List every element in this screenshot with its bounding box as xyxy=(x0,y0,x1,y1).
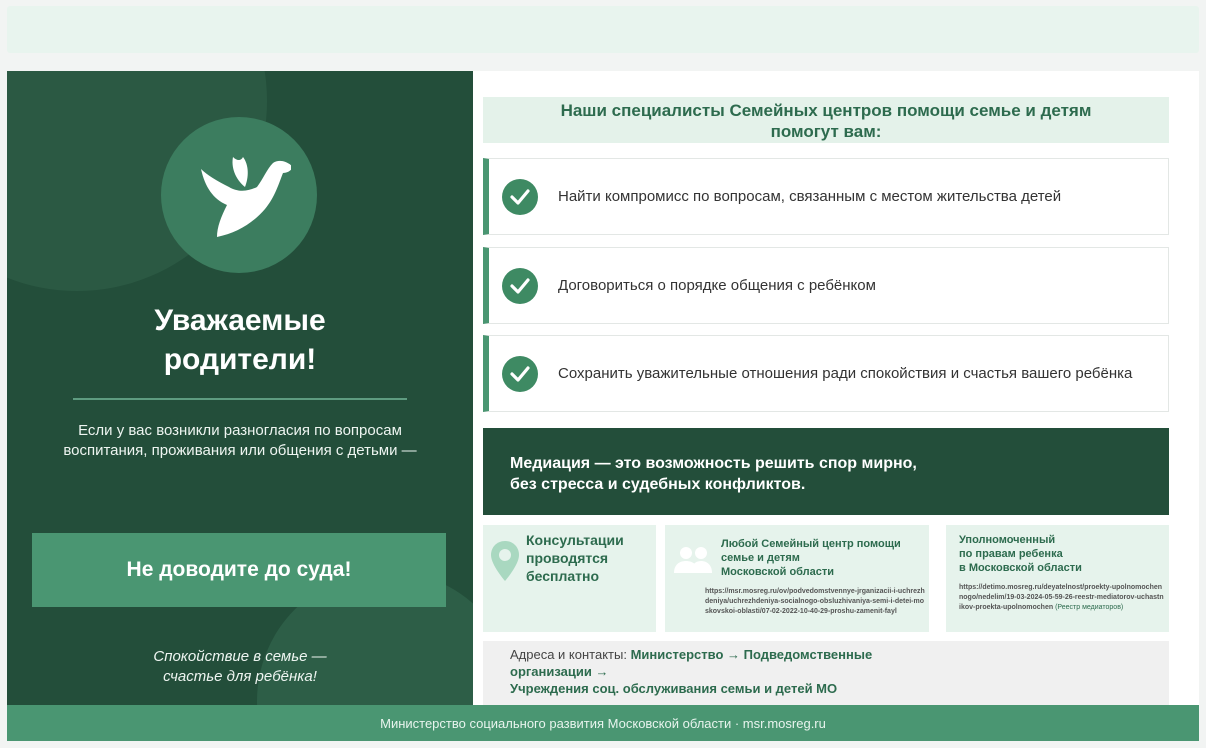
benefit-item xyxy=(483,335,1169,412)
family-center-link[interactable]: https://msr.mosreg.ru/ov/podvedomstvennye-jrganizacii-i-uchrezhdeniya/uchrezhdeniya-socialnogo-obsluzhivaniya-semi-i-detei-moskovskoi-oblasti/07-02-2022-10-40-29-proshu-zamenit-fayl xyxy=(705,588,925,615)
family-center-box xyxy=(665,525,929,632)
slogan: Спокойствие в семье — счастье для ребёнка! xyxy=(153,648,327,685)
address-block xyxy=(483,641,1169,705)
dove-icon xyxy=(187,143,291,247)
address-link-institutions[interactable]: Учреждения соц. обслуживания семьи и детей МО xyxy=(510,681,838,696)
address-link-organizations[interactable]: организации → xyxy=(510,664,609,679)
lead-text: Если у вас возникли разногласия по вопросам воспитания, проживания или общения с детьми — xyxy=(63,422,417,459)
footer: Министерство социального развития Московской области · msr.mosreg.ru xyxy=(7,705,1199,741)
top-bar xyxy=(7,6,1199,53)
family-center-title: Любой Семейный центр помощи семье и детям Московской области xyxy=(721,538,901,578)
mediation-banner: Медиация — это возможность решить спор мирно, без стресса и судебных конфликтов. xyxy=(483,428,1169,515)
benefit-item xyxy=(483,247,1169,324)
benefit-text: Договориться о порядке общения с ребёнком xyxy=(558,276,876,294)
address-link-ministry[interactable]: Министерство → Подведомственные xyxy=(630,647,873,662)
flyer-card xyxy=(7,71,1199,741)
registry-label: (Реестр медиаторов) xyxy=(1055,604,1124,611)
ombudsman-box xyxy=(946,525,1169,632)
benefit-text: Сохранить уважительные отношения ради спокойствия и счастья вашего ребёнка xyxy=(558,364,1133,382)
section-heading: Наши специалисты Семейных центров помощи семье и детям помогут вам: xyxy=(483,97,1169,143)
divider xyxy=(73,398,407,400)
check-icon xyxy=(502,268,538,304)
people-icon xyxy=(673,545,713,575)
free-consultation-box xyxy=(483,525,656,632)
benefit-text: Найти компромисс по вопросам, связанным с местом жительства детей xyxy=(558,187,1062,205)
free-consultation-text: Консультации проводятся бесплатно xyxy=(526,532,624,584)
benefit-item xyxy=(483,158,1169,235)
page-title: Уважаемые родители! xyxy=(154,304,326,376)
logo-badge xyxy=(161,117,317,273)
ombudsman-link[interactable]: https://detimo.mosreg.ru/deyatelnost/proekty-upolnomochennogo/nedelim/19-03-2024-05-59-26-reestr-mediatorov-uchastnikov-proekta-upolnomochen (Реестр медиаторов) xyxy=(959,584,1164,611)
check-icon xyxy=(502,356,538,392)
left-panel xyxy=(7,71,473,705)
ombudsman-title: Уполномоченный по правам ребенка в Московской области xyxy=(959,534,1082,574)
check-icon xyxy=(502,179,538,215)
address-prefix: Адреса и контакты: xyxy=(510,647,627,662)
cta-banner: Не доводите до суда! xyxy=(32,533,446,607)
map-pin-icon xyxy=(490,541,520,581)
